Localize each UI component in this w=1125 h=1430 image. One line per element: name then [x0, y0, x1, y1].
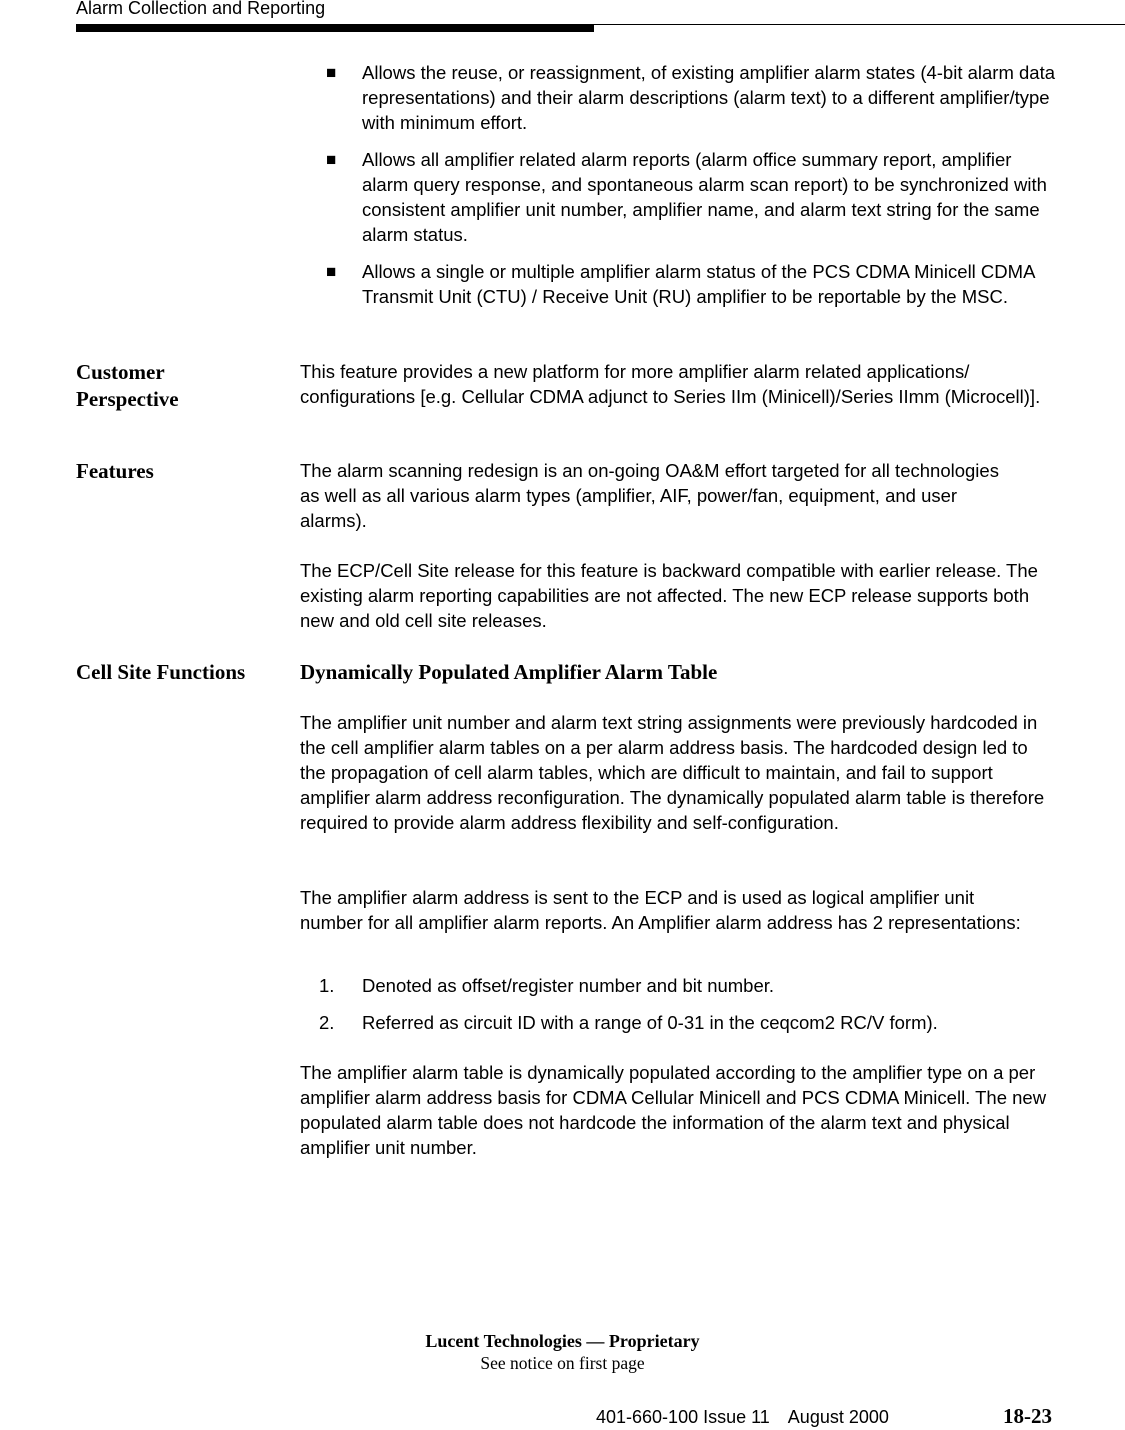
section-heading-customer-perspective: Customer Perspective [76, 360, 179, 411]
bullet-marker: ■ [326, 63, 337, 82]
cell-site-paragraph [300, 710, 1055, 835]
bullet-text: Allows the reuse, or reassignment, of existing amplifier alarm states (4-bit alarm data representations) and their alarm descriptions (alarm text) to a different amplifier/type with minimum effort. [362, 62, 1056, 133]
paragraph: This feature provides a new platform for more amplifier alarm related applications/ configurations [e.g. Cellular CDMA adjunct to Series IIm (Minicell)/Series IImm (Microcell)]. [300, 361, 1041, 407]
paragraph: The amplifier alarm address is sent to the ECP and is used as logical amplifier unit number for all amplifier alarm reports. An Amplifier alarm address has 2 representations: [300, 887, 1021, 933]
item-number: 1. [319, 975, 335, 996]
bullet-marker: ■ [326, 262, 337, 281]
section-heading-cell-site-functions: Cell Site Functions [76, 660, 246, 684]
doc-date: August 2000 [787, 1407, 889, 1427]
item-number: 2. [319, 1012, 335, 1033]
paragraph: The ECP/Cell Site release for this feature is backward compatible with earlier release. The existing alarm reporting capabilities are not affected. The new ECP release supports both new and old cell site releases. [300, 560, 1038, 631]
cell-site-paragraph [300, 1060, 1055, 1160]
footer-company: Lucent Technologies — Proprietary [425, 1331, 700, 1351]
item-text: Referred as circuit ID with a range of 0-31 in the ceqcom2 RC/V form). [362, 1012, 938, 1033]
paragraph: The amplifier unit number and alarm text string assignments were previously hardcoded in the cell amplifier alarm tables on a per alarm address basis. The hardcoded design led to the propagation of cell alarm tables, which are difficult to maintain, and fail to support amplifier alarm address reconfiguration. The dynamically populated alarm table is therefore required to provide alarm address flexibility and self-configuration. [300, 712, 1045, 833]
bullet-text: Allows a single or multiple amplifier alarm status of the PCS CDMA Minicell CDMA Transmit Unit (CTU) / Receive Unit (RU) amplifier to be reportable by the MSC. [362, 261, 1035, 307]
paragraph: The amplifier alarm table is dynamically populated according to the amplifier type on a per amplifier alarm address basis for CDMA Cellular Minicell and PCS CDMA Minicell. The new populated alarm table does not hardcode the information of the alarm text and physical amplifier unit number. [300, 1062, 1047, 1158]
paragraph: The alarm scanning redesign is an on-going OA&M effort targeted for all technologies as well as all various alarm types (amplifier, AIF, power/fan, equipment, and user alarms). [300, 460, 999, 531]
cell-site-paragraph [300, 885, 1030, 935]
item-text: Denoted as offset/register number and bit number. [362, 975, 775, 996]
features-paragraph [300, 458, 1000, 533]
customer-perspective-text [300, 359, 1055, 409]
header-rule-thick [76, 25, 594, 32]
page-number: 18-23 [1003, 1404, 1052, 1428]
section-heading-features: Features [76, 459, 154, 483]
bullet-text: Allows all amplifier related alarm reports (alarm office summary report, amplifier alarm query response, and spontaneous alarm scan report) to be synchronized with consistent amplifier unit number, amplifier name, and alarm text string for the same alarm status. [362, 149, 1047, 245]
doc-number: 401-660-100 Issue 11 [596, 1407, 770, 1427]
footer-notice: See notice on first page [480, 1353, 645, 1373]
footer-doc-info [596, 1406, 889, 1428]
running-header-title: Alarm Collection and Reporting [76, 0, 326, 18]
subsection-heading: Dynamically Populated Amplifier Alarm Table [300, 660, 718, 684]
bullet-marker: ■ [326, 150, 337, 169]
features-paragraph [300, 558, 1055, 633]
